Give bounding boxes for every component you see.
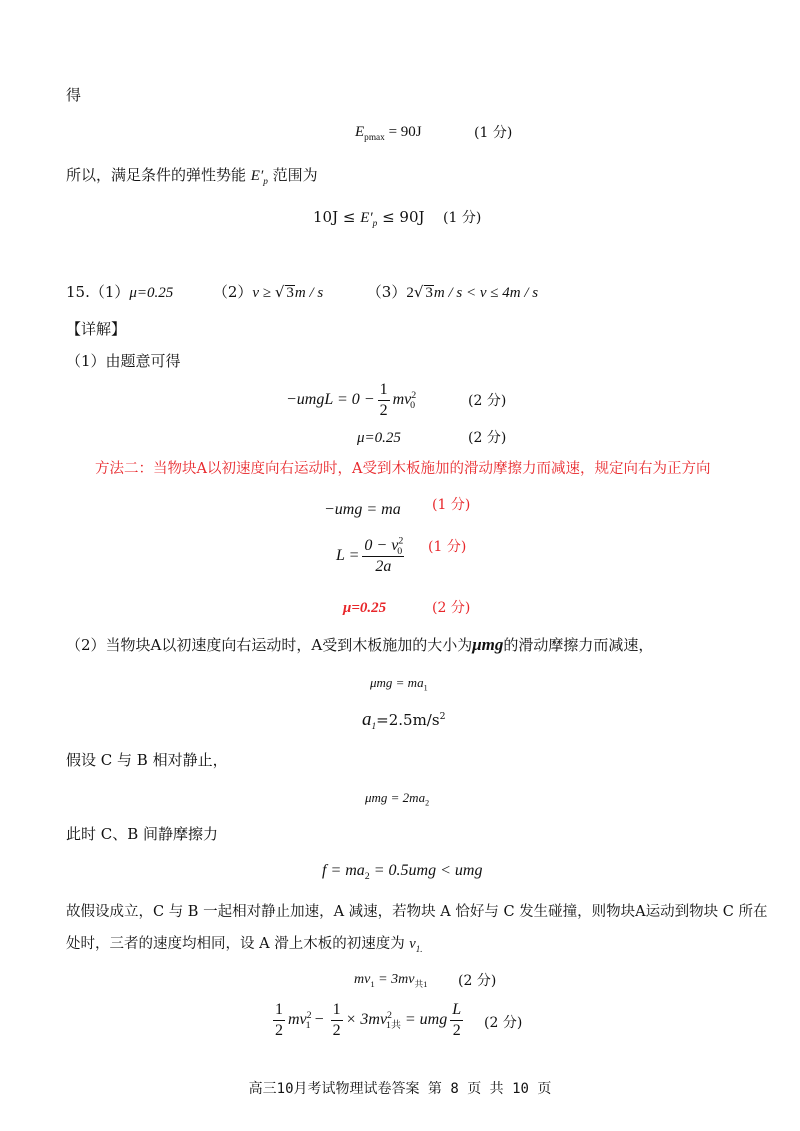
method2-text: 方法二：当物块A以初速度向右运动时，A受到木板施加的滑动摩擦力而减速，规定向右为正方向 (95, 461, 711, 477)
equation-epmax (355, 124, 422, 143)
range-intro-after: 范围为 (267, 166, 318, 184)
q15-p2-answer-pre: v ≥ (252, 285, 275, 301)
eq-energy-d3: 2 (452, 1022, 461, 1039)
q15-p2-radicand: 3 (286, 285, 294, 301)
conclusion-line-2 (66, 937, 422, 952)
part2-intro (66, 636, 653, 653)
eq-f-lhs: f = ma (322, 862, 365, 879)
eq-m2b-num-sub: 0 (397, 546, 403, 558)
eq-a1val-rhs: =2.5m/s (376, 711, 440, 729)
eq-range-sub: p (372, 219, 378, 229)
conclusion-line-1: 故假设成立，C 与 B 一起相对静止加速，A 减速，若物块 A 恰好与 C 发生碰撞，则物块A运动到物块 C 所在 (66, 904, 768, 920)
score-momentum: (2 分) (458, 973, 497, 989)
conclusion-line-2-sym: v (409, 936, 416, 952)
eq-energy-t1sub: 1 (305, 1020, 311, 1032)
eq-m2b-lhs: L = (336, 547, 360, 565)
eq-m2b-num: 0 − v (364, 537, 399, 554)
part2-intro-sym: μmg (472, 635, 504, 654)
score-m2-a: (1 分) (432, 497, 471, 513)
range-intro-before: 所以，满足条件的弹性势能 (66, 166, 251, 184)
q15-p1-answer: μ=0.25 (129, 285, 174, 301)
eq-work-sup: 2 (411, 389, 417, 401)
eq-mom-lhs: mv (354, 972, 371, 987)
equation-work (286, 382, 415, 419)
eq-range-right: ≤ 90J (377, 208, 425, 226)
eq-a1val-sym: a (362, 709, 372, 730)
eq-epmax-sub: pmax (364, 133, 385, 143)
eq-work-rhs: mv (392, 391, 412, 409)
range-intro-sub: p (263, 177, 268, 187)
score-range: (1 分) (443, 210, 482, 226)
score-mu1: (2 分) (468, 430, 507, 446)
eq-energy-t1sup: 2 (306, 1009, 312, 1021)
eq-energy-t2: × 3mv (345, 1011, 388, 1029)
eq-energy-eq: = umg (400, 1011, 448, 1029)
q15-p1-label: （1） (89, 283, 130, 301)
equation-a1-def (370, 675, 428, 693)
q15-p3-radicand: 3 (425, 285, 433, 301)
score-work: (2 分) (468, 393, 507, 409)
text-range-intro (66, 166, 318, 187)
equation-range (313, 208, 425, 229)
eq-a1def-sub: 1 (423, 683, 428, 693)
heading-detail: 【详解】 (66, 320, 127, 338)
score-epmax: (1 分) (474, 125, 513, 141)
eq-energy-minus: − (310, 1011, 328, 1029)
score-m2-b: (1 分) (428, 539, 467, 555)
eq-f-rhs: = 0.5umg < umg (369, 862, 483, 879)
q15-p3-answer-post: m / s < v ≤ 4m / s (433, 285, 539, 301)
eq-m2b-den: 2a (375, 558, 392, 575)
conclusion-line-2-text: 处时，三者的速度均相同，设 A 滑上木板的初速度为 (66, 936, 410, 952)
eq-range-left: 10J ≤ (313, 208, 361, 226)
eq-energy-n1: 1 (273, 1002, 285, 1021)
q15-p3-answer-pre: 2 (406, 285, 414, 301)
part2-intro-before: （2）当物块A以初速度向右运动时，A受到木板施加的大小为 (66, 636, 473, 654)
eq-epmax-lhs: E (355, 124, 365, 140)
q15-p2-label: （2） (212, 283, 253, 301)
eq-a1val-sub: 1 (371, 722, 377, 732)
eq-work-sub: 0 (410, 400, 416, 412)
eq-epmax-rhs: = 90J (388, 124, 422, 140)
range-intro-sym: E′ (250, 168, 264, 184)
eq-mom-rsub: 共1 (414, 978, 428, 989)
eq-f-sub: 2 (364, 871, 370, 883)
q15-p2-answer-post: m / s (294, 285, 324, 301)
eq-energy-t2sup: 2 (387, 1009, 392, 1021)
eq-mom-mid: = 3mv (374, 972, 415, 987)
equation-momentum (354, 973, 427, 987)
text-static-friction: 此时 C、B 间静摩擦力 (66, 825, 219, 843)
equation-a1-val (362, 709, 446, 732)
eq-energy-d2: 2 (332, 1022, 341, 1039)
eq-work-den: 2 (379, 402, 388, 419)
eq-m2b-num-sup: 2 (398, 535, 404, 547)
page-footer: 高三10月考试物理试卷答案 第 8 页 共 10 页 (248, 1081, 552, 1097)
q15-answers: 15.（1）μ=0.25 （2）v ≥ √ 3m / s （3）2√ 3m / s < v ≤ 4m / s (66, 283, 539, 301)
equation-m2-a: −umg = ma (324, 501, 401, 518)
eq-energy-t1: mv (288, 1011, 307, 1029)
conclusion-line-2-sub: 1. (415, 943, 423, 954)
equation-energy (270, 1002, 466, 1039)
text-assume: 假设 C 与 B 相对静止， (66, 751, 228, 769)
equation-m2-c: μ=0.25 (343, 600, 387, 616)
part2-intro-after: 的滑动摩擦力而减速， (503, 636, 654, 654)
equation-m2-b (336, 535, 407, 575)
eq-a2-sub: 2 (425, 798, 430, 808)
equation-mu1: μ=0.25 (357, 430, 401, 446)
eq-energy-n2: 1 (331, 1002, 343, 1021)
eq-a1val-sup: 2 (439, 711, 446, 722)
eq-work-num: 1 (378, 382, 390, 401)
eq-energy-t2sub: 1共 (386, 1020, 401, 1032)
text-de: 得 (66, 86, 82, 104)
eq-range-sym: E′ (360, 210, 373, 226)
part1-intro: （1）由题意可得 (66, 352, 181, 370)
eq-work-lhs: −umgL = 0 − (286, 391, 375, 409)
equation-f (322, 862, 483, 883)
eq-a2-lhs: μmg = 2ma (365, 790, 426, 805)
score-energy: (2 分) (484, 1015, 523, 1031)
equation-a2 (365, 790, 430, 808)
eq-a1def-lhs: μmg = ma (370, 675, 424, 690)
eq-energy-n3: L (450, 1002, 463, 1021)
q15-p3-label: （3） (366, 283, 407, 301)
q15-number: 15. (66, 283, 90, 301)
eq-mom-lsub: 1 (370, 978, 375, 989)
score-m2-c: (2 分) (432, 600, 471, 616)
eq-energy-d1: 2 (275, 1022, 283, 1039)
